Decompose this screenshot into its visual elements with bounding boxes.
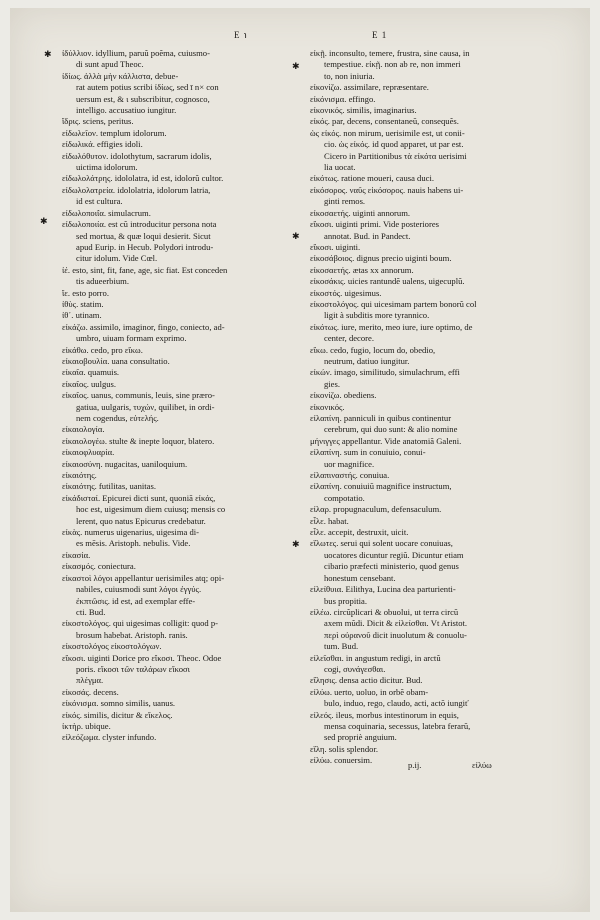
dictionary-line: εἰκασμός. coniectura.	[62, 561, 136, 572]
dictionary-line: gies.	[324, 378, 340, 389]
dictionary-line: εἰκῇ. inconsulto, temere, frustra, sine causa, in	[310, 48, 470, 58]
dictionary-line: nem cogendus, εὐτελής.	[76, 413, 159, 423]
asterisk-marker: ✱	[44, 49, 52, 59]
left-column	[62, 48, 307, 744]
dictionary-line: Cicero in Partitionibus τὰ εἰκότα uerisimi	[324, 150, 467, 161]
dictionary-line: sed mortua, & quæ loqui desierit. Sicut	[76, 230, 211, 241]
asterisk-marker: ✱	[292, 61, 300, 71]
dictionary-line: ἰέ. esto, sint, fit, fane, age, sic fiat. Est conceden	[62, 264, 228, 275]
dictionary-line: bulo, induo, rego, claudo, acti, actõ iungiť	[324, 698, 469, 709]
dictionary-line: περὶ οὐρανοῦ dicit inuolutum & conuolu-	[324, 629, 467, 640]
dictionary-line: ἰθ᾽. utinam.	[62, 310, 102, 321]
dictionary-line: εἷλε. accepit, destruxit, uicit.	[310, 527, 409, 538]
dictionary-line: axem mũdi. Dicit & εἰλείσθαι. Vt Aristot.	[324, 618, 468, 629]
dictionary-line: ἰδίως. ἀλλὰ μὴν κάλλιστα, debue-	[62, 70, 179, 81]
right-column	[310, 48, 555, 767]
dictionary-line: tum. Bud.	[324, 641, 359, 652]
dictionary-line: ἰθὺς. statim.	[62, 298, 104, 309]
dictionary-line: εἰκαιολογία.	[62, 424, 105, 435]
dictionary-line: εἰκασία.	[62, 549, 91, 560]
dictionary-line: lerent, quo natus Epicurus credebatur.	[76, 515, 206, 526]
dictionary-line: εἰκοσάκις. uicies rantundẽ ualens, uigecuplũ.	[310, 276, 465, 287]
dictionary-line: εἴκοσι. uiginti primi. Vide posteriores	[310, 219, 439, 230]
header-left: E ℩	[234, 30, 248, 40]
dictionary-line: εἰλαπίνη. panniculi in quibus continentur	[310, 413, 452, 423]
dictionary-line: ginti remos.	[324, 196, 366, 207]
dictionary-line: εἰδωλολατρεία. idololatria, idolorum latria,	[62, 184, 211, 195]
dictionary-line: uersum est, & ι subscribitur, cognosco,	[76, 93, 210, 104]
dictionary-line: di sunt apud Theoc.	[76, 59, 144, 70]
dictionary-line: εἰκονικός. similis, imaginarius.	[310, 105, 417, 116]
dictionary-line: εἰκοστολόγος. qui uigesimas colligit: quod p-	[62, 618, 219, 629]
catchword: εἰλύω	[472, 760, 492, 770]
dictionary-line: εἰκοσαετής. uiginti annorum.	[310, 207, 411, 218]
dictionary-line: εἰλέω. circũplicari & obuolui, ut terra circũ	[310, 606, 459, 617]
dictionary-line: εἰκάδισταί. Epicurei dicti sunt, quoniã εἰκάς,	[62, 492, 216, 503]
dictionary-line: εἰκάζω. assimilo, imaginor, fingo, coniecto, ad-	[62, 321, 225, 332]
dictionary-line: εἴκοσι. uiginti.	[310, 241, 361, 252]
dictionary-line: εἰδωλόθυτον. idolothytum, sacrarum idolis,	[62, 150, 212, 161]
dictionary-line: sed propriè anguium.	[324, 732, 397, 743]
dictionary-line: ἴδρις. sciens, peritus.	[62, 116, 134, 127]
dictionary-line: to, non iniuria.	[324, 70, 375, 81]
dictionary-line: ligit à subditis more tyrannico.	[324, 310, 430, 321]
dictionary-line: εἰκόνισμα. somno similis, uanus.	[62, 698, 176, 709]
dictionary-line: εἰλαρ. propugnaculum, defensaculum.	[310, 504, 442, 515]
dictionary-line: εἰκονικός.	[310, 401, 345, 412]
dictionary-line: ἰκτὴρ. ubique.	[62, 720, 111, 731]
dictionary-line: εἰκαῖος. uanus, communis, leuis, sine præro-	[62, 390, 215, 401]
dictionary-line: ἐκπτῶσις. id est, ad exemplar effe-	[76, 595, 196, 606]
dictionary-line: cogi, συνάγεσθαι.	[324, 663, 386, 674]
dictionary-line: εἰλεός. ileus, morbus intestinorum in equis,	[310, 709, 459, 720]
dictionary-line: εἵλωτες. serui qui solent uocare conuiuas,	[310, 538, 453, 549]
dictionary-line: εἰκός. par, decens, consentaneũ, consequẽs.	[310, 116, 459, 127]
dictionary-line: ἴε. esto porro.	[62, 287, 109, 298]
asterisk-marker: ✱	[40, 216, 48, 226]
dictionary-line: rat autem potius scribi ἰδίως, sed ī n× con	[76, 82, 219, 93]
dictionary-line: tempestiue. εἰκῇ. non ab re, non immeri	[324, 59, 461, 70]
dictionary-line: εἰλαπίνη. conuiuiũ magnifice instructum,	[310, 481, 452, 492]
dictionary-line: nabiles, cuiusmodi sunt λόγοι ἐγγύς.	[76, 584, 202, 595]
dictionary-line: bus propitia.	[324, 595, 367, 606]
dictionary-line: εἰκοσαετής. ætas xx annorum.	[310, 264, 414, 275]
dictionary-line: citur idolum. Vide Cœl.	[76, 253, 158, 264]
dictionary-line: gatiua, uulgaris, τυχών, quilibet, in ordi-	[76, 401, 215, 412]
dictionary-line: εἰκοστολόγος. qui uicesimam partem bonorũ col	[310, 298, 477, 309]
dictionary-line: εἰκάθω. cedo, pro εἴκω.	[62, 344, 143, 355]
asterisk-marker: ✱	[292, 231, 300, 241]
dictionary-line: poris. εἴκοσι τῶν ταλάρων εἴκοσι	[76, 663, 190, 674]
dictionary-line: εἰκαιότης.	[62, 470, 97, 481]
dictionary-line: εἰκός. similis, dicitur & εἴκελος.	[62, 709, 173, 720]
dictionary-line: εἰδωλολάτρης. idololatra, id est, idolorũ cultor.	[62, 173, 224, 184]
dictionary-line: εἰκαιοφλυαρία.	[62, 447, 115, 458]
dictionary-line: annotat. Bud. in Pandect.	[324, 230, 411, 241]
dictionary-line: εἰκόσορος. ναῦς εἰκόσορος. nauis habens ui-	[310, 184, 464, 195]
dictionary-line: εἰκών. imago, similitudo, simulachrum, effi	[310, 367, 460, 378]
dictionary-line: εἰκοστός. uigesimus.	[310, 287, 382, 298]
dictionary-line: εἰδωλεῖον. templum idolorum.	[62, 127, 167, 138]
dictionary-line: εἰκαιοσύνη. nugacitas, uaniloquium.	[62, 458, 188, 469]
dictionary-line: hoc est, uigesimum diem cuiusq; mensis co	[76, 504, 226, 515]
signature-mark: p.ij.	[408, 760, 422, 770]
dictionary-line: εἴκω. cedo, fugio, locum do, obedio,	[310, 344, 436, 355]
dictionary-line: umbro, uiuam formam exprimo.	[76, 333, 187, 344]
dictionary-line: εἰδωλοποιΐα. simulacrum.	[62, 207, 151, 218]
dictionary-line: εἰλύω. conuersim.	[310, 755, 373, 766]
dictionary-line: εἰκόνισμα. effingo.	[310, 93, 376, 104]
dictionary-line: εἰλαπιναστής. conuiua.	[310, 470, 390, 481]
dictionary-line: εἰδωλοποιία. est cũ introducitur persona nota	[62, 219, 217, 230]
dictionary-line: εἰκοσάβοιος. dignus precio uiginti boum.	[310, 253, 452, 264]
dictionary-line: apud Eurip. in Hecub. Polydori introdu-	[76, 241, 214, 252]
dictionary-line: εἰλείθυια. Eilithya, Lucina dea parturienti-	[310, 584, 456, 595]
dictionary-line: εἰκότως. iure, merito, meo iure, iure optimo, de	[310, 321, 473, 332]
dictionary-line: ὡς εἰκός. non mirum, uerisimile est, ut conii-	[310, 127, 465, 138]
book-page	[10, 8, 590, 912]
dictionary-line: εἰκονίζω. assimilare, repræsentare.	[310, 82, 429, 93]
dictionary-line: εἰλεῖσθαι. in angustum redigi, in arctũ	[310, 652, 441, 663]
dictionary-line: εἰκαιοβουλία. uana consultatio.	[62, 355, 170, 366]
dictionary-line: εἰκαιότης. futilitas, uanitas.	[62, 481, 156, 492]
dictionary-line: id est cultura.	[76, 196, 123, 207]
dictionary-line: πλέγμα.	[76, 675, 104, 686]
dictionary-line: εἵλη. solis splendor.	[310, 743, 378, 754]
dictionary-line: lia uocat.	[324, 162, 356, 173]
dictionary-line: brosum habebat. Aristoph. ranis.	[76, 629, 188, 640]
dictionary-line: εἴκοσι. uiginti Dorice pro εἴκοσι. Theoc. Odoe	[62, 652, 222, 663]
dictionary-line: uocatores dicuntur regiũ. Dicuntur etiam	[324, 549, 464, 560]
dictionary-line: εἰλαπίνη. sum in conuiuio, conui-	[310, 447, 426, 458]
dictionary-line: ἰδύλλιον. idyllium, paruũ poẽma, cuiusmo-	[62, 48, 210, 58]
dictionary-line: es mēsis. Aristoph. nebulis. Vide.	[76, 538, 191, 549]
dictionary-line: εἰδωλικά. effigies idoli.	[62, 139, 143, 150]
dictionary-line: εἰκὰς. numerus uigenarius, uigesima di-	[62, 527, 200, 538]
dictionary-line: εἰκαιολογέω. stulte & inepte loquor, blatero.	[62, 435, 215, 446]
dictionary-line: εἰκοσάς. decens.	[62, 686, 119, 697]
dictionary-line: εἴλησις. densa actio dicitur. Bud.	[310, 675, 423, 686]
dictionary-line: mensa coquinaria, secessus, latebra ferarũ,	[324, 720, 471, 731]
dictionary-line: uor magnifice.	[324, 458, 375, 469]
dictionary-line: εἰκαῖα. quamuis.	[62, 367, 120, 378]
dictionary-line: tis adueerbium.	[76, 276, 129, 287]
dictionary-line: honestum censebant.	[324, 572, 396, 583]
dictionary-line: cerebrum, qui duo sunt: & alio nomine	[324, 424, 458, 435]
dictionary-line: cio. ὡς εἰκός. id quod apparet, ut par est.	[324, 139, 464, 150]
dictionary-line: μήνιγγες appellantur. Vide anatomiã Galeni.	[310, 435, 462, 446]
dictionary-line: compotatio.	[324, 492, 365, 503]
dictionary-line: cti. Bud.	[76, 606, 106, 617]
dictionary-line: cibario præfecti ministerio, quod genus	[324, 561, 459, 572]
dictionary-line: center, decore.	[324, 333, 374, 344]
dictionary-line: εἰκονίζω. obediens.	[310, 390, 377, 401]
dictionary-line: εἰκοστολόγος εἰκοστολόγων.	[62, 641, 162, 652]
dictionary-line: uictima idolorum.	[76, 162, 138, 173]
dictionary-line: εἰκαῖος. uulgus.	[62, 378, 117, 389]
dictionary-line: εἰλεόζωμα. clyster infundo.	[62, 732, 157, 743]
dictionary-line: εἰλύω. uerto, uoluo, in orbẽ obam-	[310, 686, 429, 697]
dictionary-line: neutrum, datiuo iungitur.	[324, 355, 410, 366]
dictionary-line: intelligo. accusatiuo iungitur.	[76, 105, 177, 116]
header-right: E 1	[372, 30, 388, 40]
dictionary-line: εἰκαστοὶ λόγοι appellantur uerisimiles atq; opi-	[62, 572, 225, 583]
dictionary-line: εἰκότως. ratione moueri, causa duci.	[310, 173, 434, 184]
asterisk-marker: ✱	[292, 539, 300, 549]
dictionary-line: εἶλε. habat.	[310, 515, 349, 526]
